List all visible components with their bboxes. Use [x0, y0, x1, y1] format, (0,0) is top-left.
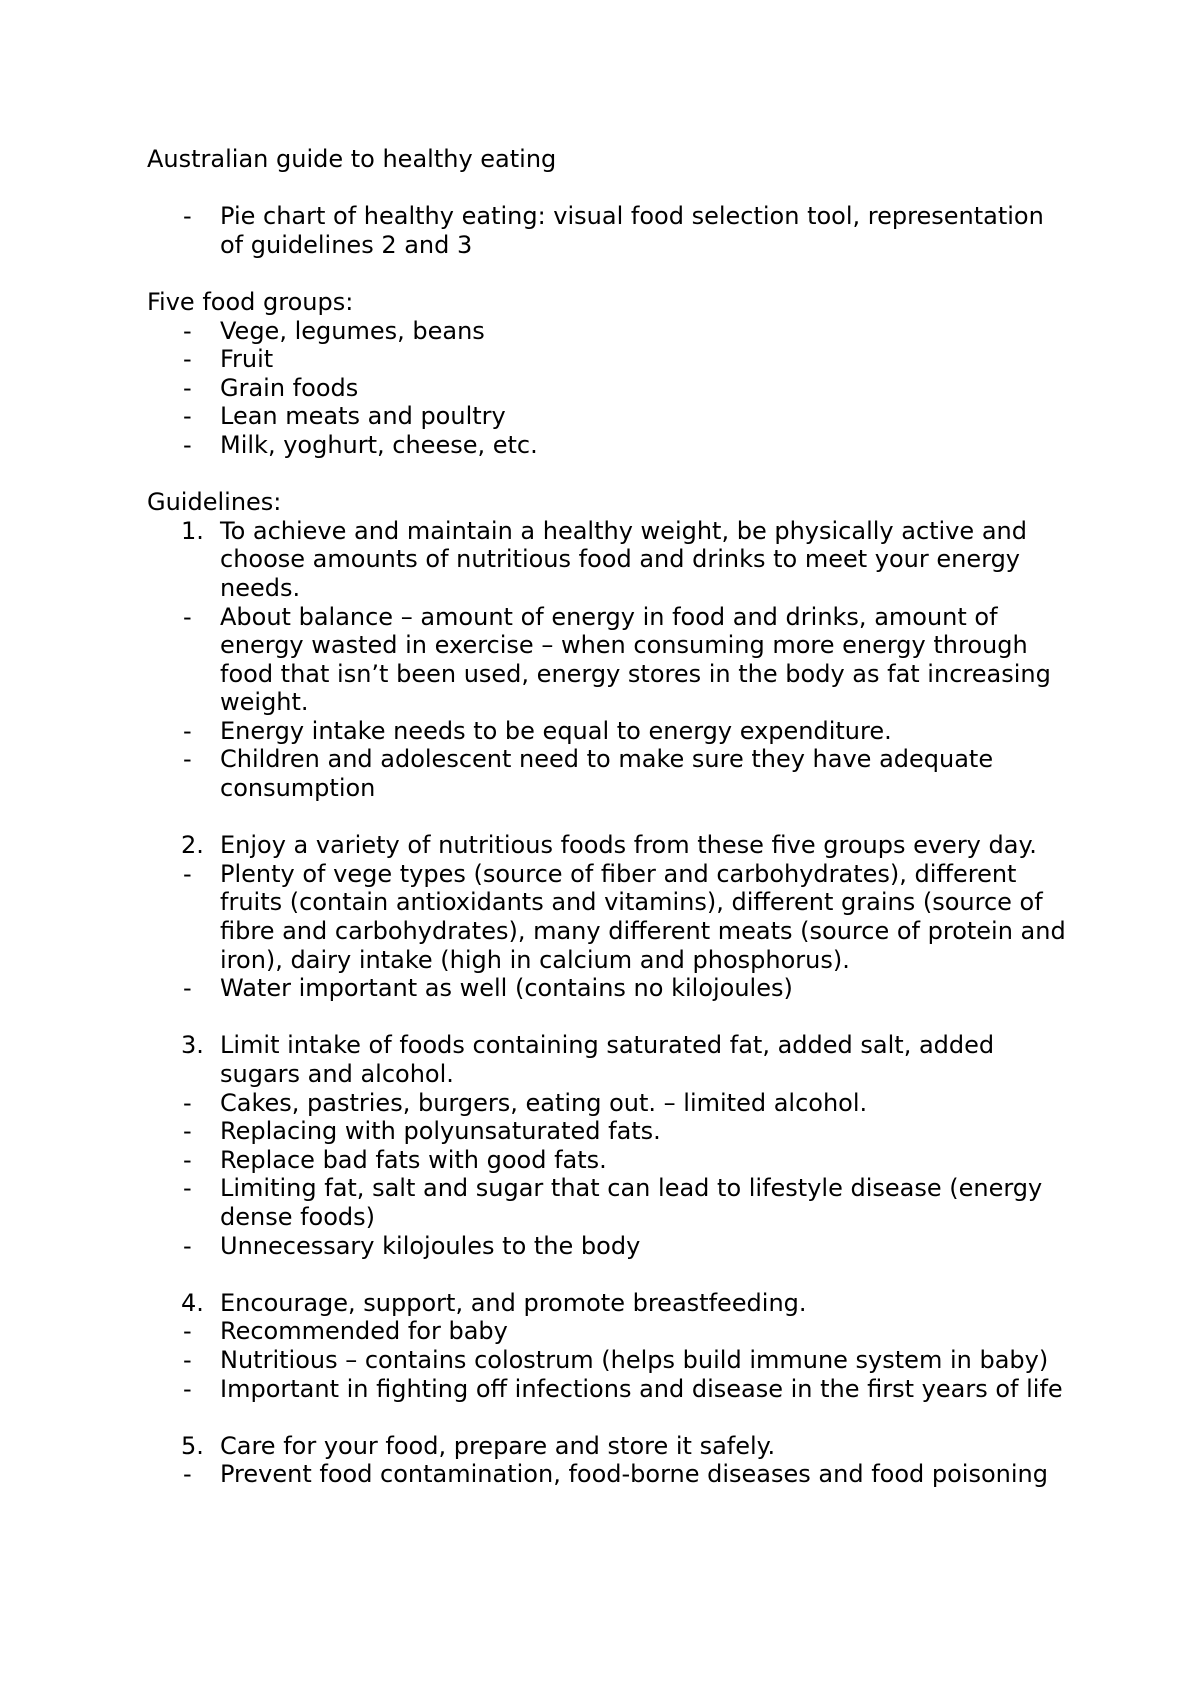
guideline-text: To achieve and maintain a healthy weight, be physically active and choose amounts of nutritious food and drinks to meet your energy needs.	[220, 516, 1027, 602]
bullet-text: Replacing with polyunsaturated fats.	[220, 1117, 661, 1146]
bullet-text: Energy intake needs to be equal to energy expenditure.	[220, 716, 892, 745]
guideline-item	[147, 1432, 1067, 1461]
list-item	[147, 603, 1067, 717]
bullet-marker: -	[183, 602, 192, 631]
bullet-marker: -	[183, 373, 192, 402]
bullet-marker: -	[183, 1345, 192, 1374]
guideline-item	[147, 831, 1067, 860]
guideline-item	[147, 517, 1067, 603]
list-item	[147, 745, 1067, 802]
bullet-text: Important in fighting off infections and disease in the first years of life	[220, 1374, 1063, 1403]
bullet-marker: -	[183, 1374, 192, 1403]
bullet-marker: -	[183, 974, 192, 1003]
bullet-marker: -	[183, 1174, 192, 1203]
bullet-text: Nutritious – contains colostrum (helps build immune system in baby)	[220, 1345, 1049, 1374]
bullet-text: Grain foods	[220, 373, 359, 402]
bullet-text: Replace bad fats with good fats.	[220, 1145, 607, 1174]
number-marker: 1.	[181, 516, 204, 545]
bullet-marker: -	[183, 1117, 192, 1146]
list-item	[147, 402, 1067, 431]
bullet-marker: -	[183, 1460, 192, 1489]
bullet-marker: -	[183, 1231, 192, 1260]
guideline-item	[147, 1289, 1067, 1318]
bullet-marker: -	[183, 316, 192, 345]
document-title: Australian guide to healthy eating	[147, 145, 557, 173]
bullet-marker: -	[183, 345, 192, 374]
bullet-text: Pie chart of healthy eating: visual food selection tool, representation of guidelines 2 and 3	[220, 202, 1044, 259]
bullet-text: Milk, yoghurt, cheese, etc.	[220, 430, 538, 459]
bullet-marker: -	[183, 402, 192, 431]
list-item	[147, 1089, 1067, 1118]
bullet-text: Fruit	[220, 345, 274, 374]
list-item	[147, 1117, 1067, 1146]
bullet-marker: -	[183, 202, 192, 231]
bullet-text: Plenty of vege types (source of fiber and carbohydrates), different fruits (contain antioxidants and vitamins), different grains (source of fibre and carbohydrates), many different meats (source of protein and iron), dairy intake (high in calcium and phosphorus).	[220, 859, 1066, 974]
list-item	[147, 431, 1067, 460]
list-item	[147, 374, 1067, 403]
bullet-text: Prevent food contamination, food-borne diseases and food poisoning	[220, 1460, 1048, 1489]
bullet-text: About balance – amount of energy in food and drinks, amount of energy wasted in exercise – when consuming more energy through food that isn’t been used, energy stores in the body as fat increasing weight.	[220, 602, 1051, 717]
list-item	[147, 1346, 1067, 1375]
list-item	[147, 202, 1067, 259]
bullet-text: Cakes, pastries, burgers, eating out. – limited alcohol.	[220, 1088, 868, 1117]
bullet-text: Vege, legumes, beans	[220, 316, 485, 345]
bullet-text: Recommended for baby	[220, 1317, 508, 1346]
food-groups-heading: Five food groups:	[147, 287, 354, 316]
number-marker: 4.	[181, 1288, 204, 1317]
bullet-text: Children and adolescent need to make sure they have adequate consumption	[220, 745, 994, 803]
guideline-text: Enjoy a variety of nutritious foods from these five groups every day.	[220, 831, 1037, 860]
list-item	[147, 1317, 1067, 1346]
list-item	[147, 717, 1067, 746]
bullet-text: Unnecessary kilojoules to the body	[220, 1231, 641, 1260]
bullet-marker: -	[183, 430, 192, 459]
bullet-marker: -	[183, 1145, 192, 1174]
list-item	[147, 860, 1067, 974]
number-marker: 2.	[181, 831, 204, 860]
list-item	[147, 1460, 1067, 1489]
list-item	[147, 1232, 1067, 1261]
number-marker: 3.	[181, 1031, 204, 1060]
list-item	[147, 974, 1067, 1003]
list-item	[147, 1174, 1067, 1231]
document-body	[147, 145, 1067, 1489]
bullet-marker: -	[183, 859, 192, 888]
guideline-item	[147, 1031, 1067, 1088]
number-marker: 5.	[181, 1431, 204, 1460]
list-item	[147, 345, 1067, 374]
list-item	[147, 1375, 1067, 1404]
guideline-text: Limit intake of foods containing saturated fat, added salt, added sugars and alcohol.	[220, 1031, 995, 1088]
guideline-text: Care for your food, prepare and store it safely.	[220, 1431, 776, 1460]
bullet-marker: -	[183, 1317, 192, 1346]
bullet-text: Limiting fat, salt and sugar that can lead to lifestyle disease (energy dense foods)	[220, 1174, 1043, 1231]
list-item	[147, 1146, 1067, 1175]
bullet-marker: -	[183, 745, 192, 774]
guideline-text: Encourage, support, and promote breastfeeding.	[220, 1288, 807, 1317]
bullet-text: Lean meats and poultry	[220, 402, 506, 431]
guidelines-heading: Guidelines:	[147, 488, 282, 517]
bullet-text: Water important as well (contains no kilojoules)	[220, 974, 793, 1003]
bullet-marker: -	[183, 716, 192, 745]
list-item	[147, 317, 1067, 346]
bullet-marker: -	[183, 1088, 192, 1117]
